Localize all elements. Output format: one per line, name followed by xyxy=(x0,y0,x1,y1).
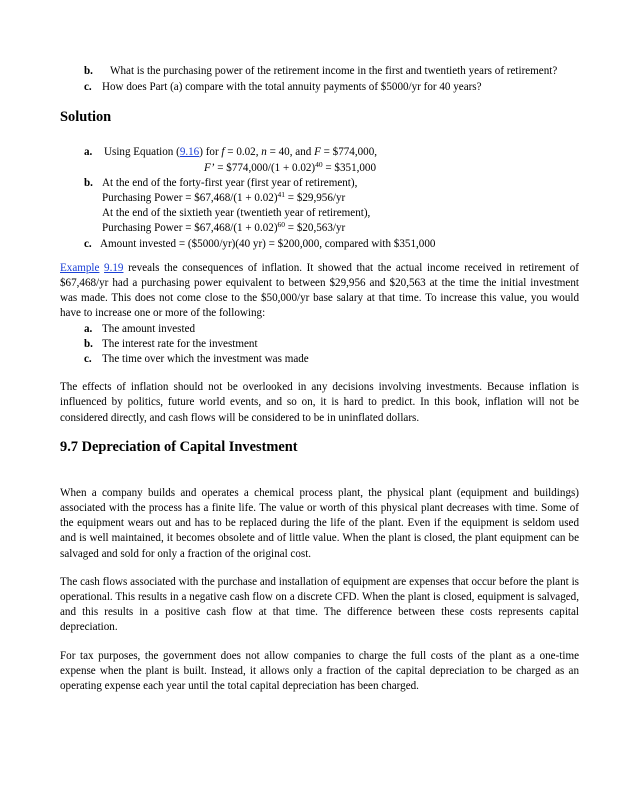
section-paragraph: When a company builds and operates a chemical process plant, the physical plant (equipment and buildings) associated with the process has a finite life. The value or worth of this physical plant decreases with time. Some of the equipment wears out and has to be replaced during the life of the plant. Even if the equipment is seldom used and is well maintained, it becomes obsolete and of little value. When the plant is closed, the plant equipment can be salvaged and sold for only a fraction of the original cost. xyxy=(60,486,579,560)
solution-b-line1: At the end of the forty-first year (first year of retirement), xyxy=(102,176,358,189)
solution-part-a xyxy=(60,145,579,175)
example-paragraph: Example 9.19 reveals the consequences of inflation. It showed that the actual income received in retirement of $67,468/yr had a purchasing power equivalent to between $29,956 and $20,563 at the time the initial investment was made. This does not come close to the $50,000/yr base salary at that time. To increase this value, you would have to increase one or more of the following: xyxy=(60,261,580,320)
question-c xyxy=(60,80,579,95)
solution-part-c xyxy=(60,237,579,252)
question-text: What is the purchasing power of the retirement income in the first and twentieth years of retirement? xyxy=(110,65,558,77)
solution-b-line4: Purchasing Power = $67,468/(1 + 0.02)$^{60}$ = $20,563/yr xyxy=(102,220,346,235)
solution-c-text: Amount invested = ($5000/yr)(40 yr) = $200,000, compared with $351,000 xyxy=(100,237,436,250)
solution-label: c. xyxy=(84,237,92,250)
solution-a-line1: Using Equation (9.16) for f = 0.02, n = 40, and F = $774,000, xyxy=(104,146,378,159)
question-text: How does Part (a) compare with the total annuity payments of $5000/yr for 40 years? xyxy=(102,81,482,94)
solution-a-line2: F’ = $774,000/(1 + 0.02)$^{40}$ = $351,000 xyxy=(204,159,377,174)
solution-b-line3: At the end of the sixtieth year (twentieth year of retirement), xyxy=(102,207,371,220)
solution-part-b xyxy=(60,176,579,237)
inflation-paragraph: The effects of inflation should not be overlooked in any decisions involving investments. Because inflation is influenced by politics, future world events, and so on, it is hard to predict. In this book, inflation will not be considered directly, and cash flows will be considered to be in uninflated dollars. xyxy=(60,381,579,424)
question-b xyxy=(60,64,579,79)
solution-label: b. xyxy=(84,176,93,189)
example-link[interactable]: Example xyxy=(60,261,100,274)
question-label: b. xyxy=(84,65,93,77)
solution-b-line2: Purchasing Power = $67,468/(1 + 0.02)$^{41}$ = $29,956/yr xyxy=(102,190,346,205)
solution-label: a. xyxy=(84,146,93,159)
list-item: c. The time over which the investment was made xyxy=(84,353,309,366)
section-paragraph: For tax purposes, the government does not allow companies to charge the full costs of the plant as a one-time expense when the plant is built. Instead, it allows only a fraction of the capital depreciation to be charged as an operating expense each year until the total capital depreciation has been charged. xyxy=(60,649,579,693)
list-item: b. The interest rate for the investment xyxy=(84,337,258,350)
section-paragraph: The cash flows associated with the purchase and installation of equipment are expenses that occur before the plant is operational. This results in a negative cash flow on a discrete CFD. When the plant is closed, equipment is salvaged, and this results in a positive cash flow at that time. The difference between these costs represents capital depreciation. xyxy=(60,575,579,634)
example-number-link[interactable]: 9.19 xyxy=(104,261,124,274)
section-heading: 9.7 Depreciation of Capital Investment xyxy=(60,438,298,455)
increase-list xyxy=(60,322,579,368)
question-label: c. xyxy=(84,81,92,94)
equation-link[interactable]: 9.16 xyxy=(179,146,200,159)
solution-heading: Solution xyxy=(60,109,112,126)
list-item: a. The amount invested xyxy=(84,322,196,335)
document-page xyxy=(60,64,579,694)
